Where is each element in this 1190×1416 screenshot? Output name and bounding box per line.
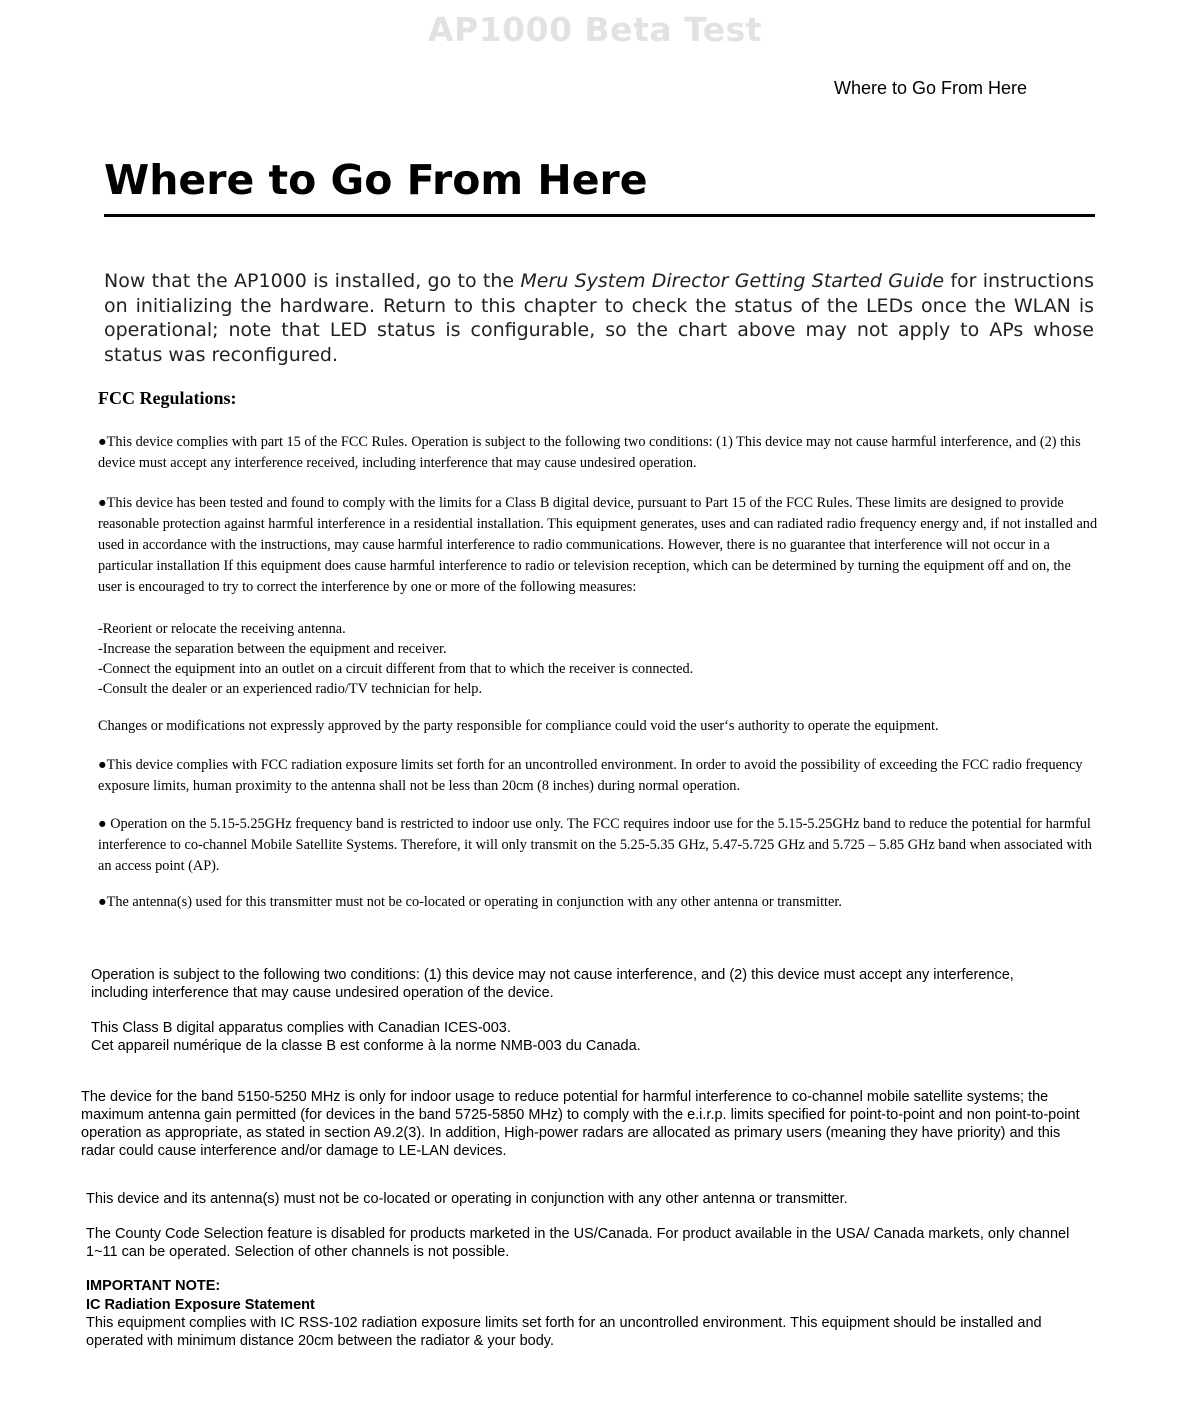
intro-text-before: Now that the AP1000 is installed, go to the [104, 270, 521, 292]
fcc-measure-item: -Consult the dealer or an experienced radio/TV technician for help. [98, 681, 483, 697]
fcc-measures-list [98, 619, 1098, 699]
title-rule [104, 214, 1095, 217]
fcc-paragraph-part15: ●This device complies with part 15 of the FCC Rules. Operation is subject to the following two conditions: (1) This device may not cause harmful interference, and (2) this device must accept any interference received, including interference that may cause undesired operation. [98, 434, 1081, 471]
ic-ices-003-french: Cet appareil numérique de la classe B est conforme à la norme NMB-003 du Canada. [91, 1038, 641, 1054]
ic-ices-003-english: This Class B digital apparatus complies with Canadian ICES-003. [91, 1020, 511, 1036]
guide-title-reference: Meru System Director Getting Started Guide [520, 270, 945, 292]
ic-paragraph-country-code: The County Code Selection feature is disabled for products marketed in the US/Canada. For product available in the USA/ Canada markets, only channel 1~11 can be operated. Selection of other channels is not possible. [86, 1226, 1070, 1260]
ic-paragraph-antenna: This device and its antenna(s) must not be co-located or operating in conjunction with any other antenna or transmitter. [86, 1191, 848, 1207]
running-header: Where to Go From Here [834, 78, 1028, 98]
beta-test-watermark: AP1000 Beta Test [427, 10, 763, 49]
fcc-measure-item: -Reorient or relocate the receiving antenna. [98, 621, 346, 637]
fcc-paragraph-class-b: ●This device has been tested and found to comply with the limits for a Class B digital device, pursuant to Part 15 of the FCC Rules. These limits are designed to provide reasonable protection against harmful interference in a residential installation. This equipment generates, uses and can radiated radio frequency energy and, if not installed and used in accordance with the instructions, may cause harmful interference to radio communications. However, there is no guarantee that interference will not occur in a particular installation If this equipment does cause harmful interference to radio or television reception, which can be determined by turning the equipment off and on, the user is encouraged to try to correct the interference by one or more of the following measures: [98, 495, 1098, 595]
ic-radiation-heading: IC Radiation Exposure Statement [86, 1297, 315, 1313]
ic-paragraph-5ghz-band: The device for the band 5150-5250 MHz is only for indoor usage to reduce potential for harmful interference to co-channel mobile satellite systems; the maximum antenna gain permitted (for devices in the band 5725-5850 MHz) to comply with the e.i.r.p. limits specified for point-to-point and non point-to-point operation as appropriate, as stated in section A9.2(3). In addition, High-power radars are allocated as primary users (meaning they have priority) and this radar could cause interference and/or damage to LE-LAN devices. [81, 1089, 1080, 1159]
fcc-heading: FCC Regulations: [98, 388, 237, 408]
ic-ices-003-statement [91, 1019, 1071, 1055]
intro-text-after: for instructions on initializing the hardware. Return to this chapter to check the status of the LEDs once the WLAN is operational; note that LED status is configurable, so the chart above may not apply to APs whose status was reconfigured. [104, 270, 1095, 366]
fcc-paragraph-5ghz-band: ● Operation on the 5.15-5.25GHz frequency band is restricted to indoor use only. The FCC requires indoor use for the 5.15-5.25GHz band to reduce the potential for harmful interference to co-channel Mobile Satellite Systems. Therefore, it will only transmit on the 5.25-5.35 GHz, 5.47-5.725 GHz and 5.725 – 5.85 GHz band when associated with an access point (AP). [98, 816, 1092, 874]
fcc-paragraph-radiation: ●This device complies with FCC radiation exposure limits set forth for an uncontrolled environment. In order to avoid the possibility of exceeding the FCC radio frequency exposure limits, human proximity to the antenna shall not be less than 20cm (8 inches) during normal operation. [98, 757, 1083, 794]
chapter-title: Where to Go From Here [104, 156, 648, 204]
fcc-paragraph-antenna: ●The antenna(s) used for this transmitter must not be co-located or operating in conjunction with any other antenna or transmitter. [98, 894, 842, 910]
ic-paragraph-conditions: Operation is subject to the following two conditions: (1) this device may not cause interference, and (2) this device must accept any interference, including interference that may cause undesired operation of the device. [91, 967, 1014, 1001]
intro-paragraph [104, 269, 1094, 367]
ic-radiation-text: This equipment complies with IC RSS-102 radiation exposure limits set forth for an uncontrolled environment. This equipment should be installed and operated with minimum distance 20cm between the radiator & your body. [86, 1315, 1042, 1349]
fcc-measure-item: -Increase the separation between the equipment and receiver. [98, 641, 447, 657]
fcc-changes-notice: Changes or modifications not expressly approved by the party responsible for compliance could void the user‘s authority to operate the equipment. [98, 718, 939, 734]
important-note-heading: IMPORTANT NOTE: [86, 1278, 221, 1294]
fcc-measure-item: -Connect the equipment into an outlet on a circuit different from that to which the receiver is connected. [98, 661, 694, 677]
